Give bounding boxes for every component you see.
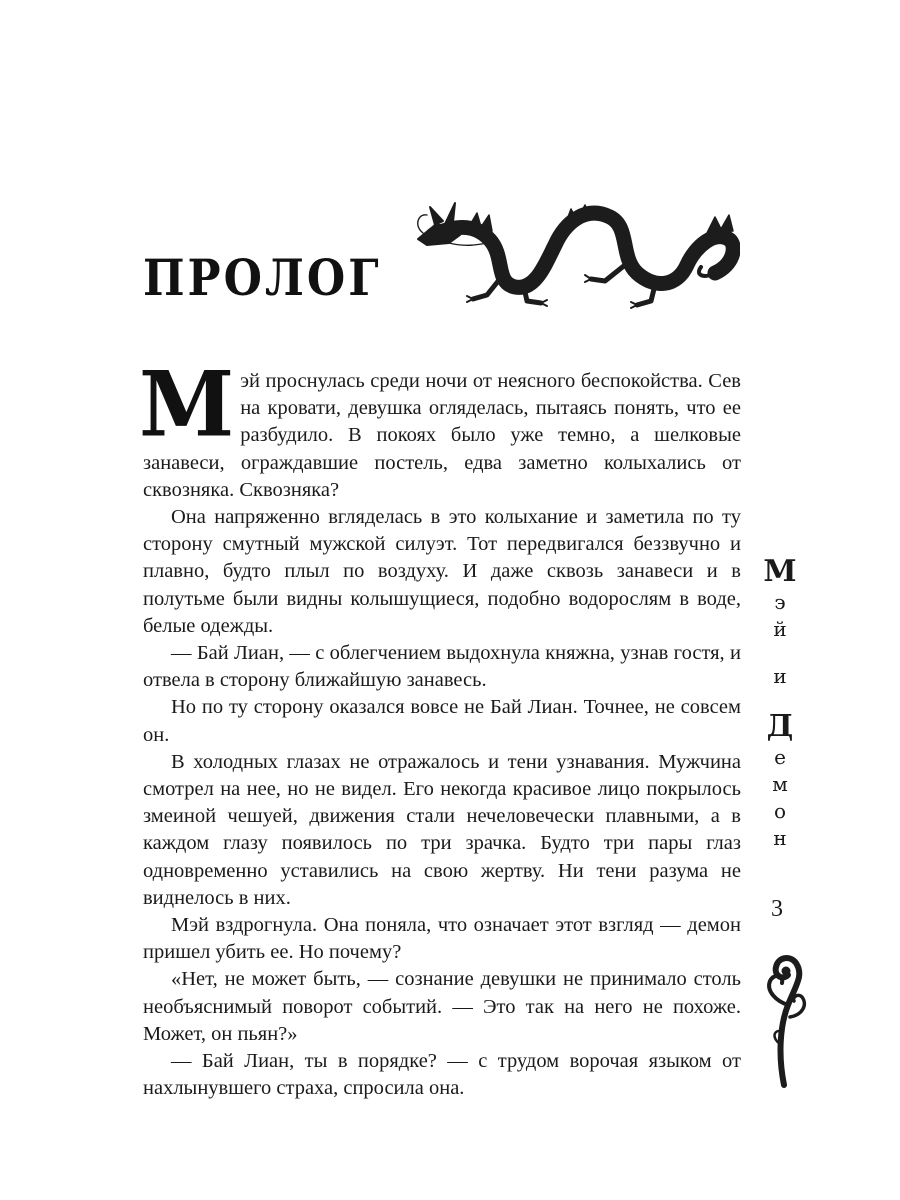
- running-title-letter: М: [763, 554, 797, 589]
- running-title-letter: н: [773, 826, 787, 850]
- paragraph: Мэй проснулась среди ночи от неясного беспокойства. Сев на кровати, девушка огляделась, пытаясь понять, что ее разбудило. В покоях было уже темно, а шелковые занавеси, ограждавшие постель, едва заметно колыхались от сквозняка. Сквозняка?: [139, 351, 741, 501]
- page-number: 3: [771, 896, 783, 922]
- body-text: [139, 351, 741, 1102]
- chapter-title: ПРОЛОГ: [143, 250, 382, 308]
- running-title-letter: е: [774, 745, 786, 769]
- paragraph: — Бай Лиан, ты в порядке? — с трудом ворочая языком от нахлынувшего страха, спросила она.: [143, 1050, 741, 1100]
- running-title-letter: э: [774, 590, 786, 614]
- running-title-letter: й: [773, 617, 787, 641]
- dragon-illustration-icon: [415, 195, 740, 310]
- running-title-vertical: [760, 555, 800, 852]
- paragraph: Но по ту сторону оказался вовсе не Бай Лиан. Точнее, не совсем он.: [143, 696, 741, 746]
- paragraph: — Бай Лиан, — с облегчением выдохнула княжна, узнав гостя, и отвела в сторону ближайшую занавесь.: [143, 642, 741, 692]
- swirl-ornament-icon: [752, 945, 812, 1090]
- paragraph: Мэй вздрогнула. Она поняла, что означает этот взгляд — демон пришел убить ее. Но почему?: [143, 914, 741, 964]
- paragraph: В холодных глазах не отражалось и тени узнавания. Мужчина смотрел на нее, но не видел. Его некогда красивое лицо покрылось змеиной чешуей, движения стали нечеловечески плавными, а в каждом глазу появилось по три зрачка. Будто три пары глаз одновременно уставились на свою жертву. Ни тени разума не виднелось в них.: [143, 750, 741, 909]
- paragraph: Она напряженно вгляделась в это колыхание и заметила по ту сторону смутный мужской силуэт. Тот передвигался беззвучно и плавно, будто плыл по воздуху. И даже сквозь занавеси и в полутьме были видны колышущиеся, подобно водорослям в воде, белые одежды.: [143, 506, 741, 637]
- paragraph: «Нет, не может быть, — сознание девушки не принимало столь необъяснимый поворот событий. — Это так на него не похоже. Может, он пьян?»: [143, 968, 741, 1045]
- running-title-letter: о: [773, 799, 787, 823]
- drop-cap: М: [139, 351, 235, 458]
- running-title-letter: Д: [766, 709, 794, 744]
- running-title-letter: м: [772, 772, 788, 796]
- running-title-letter: и: [773, 664, 787, 688]
